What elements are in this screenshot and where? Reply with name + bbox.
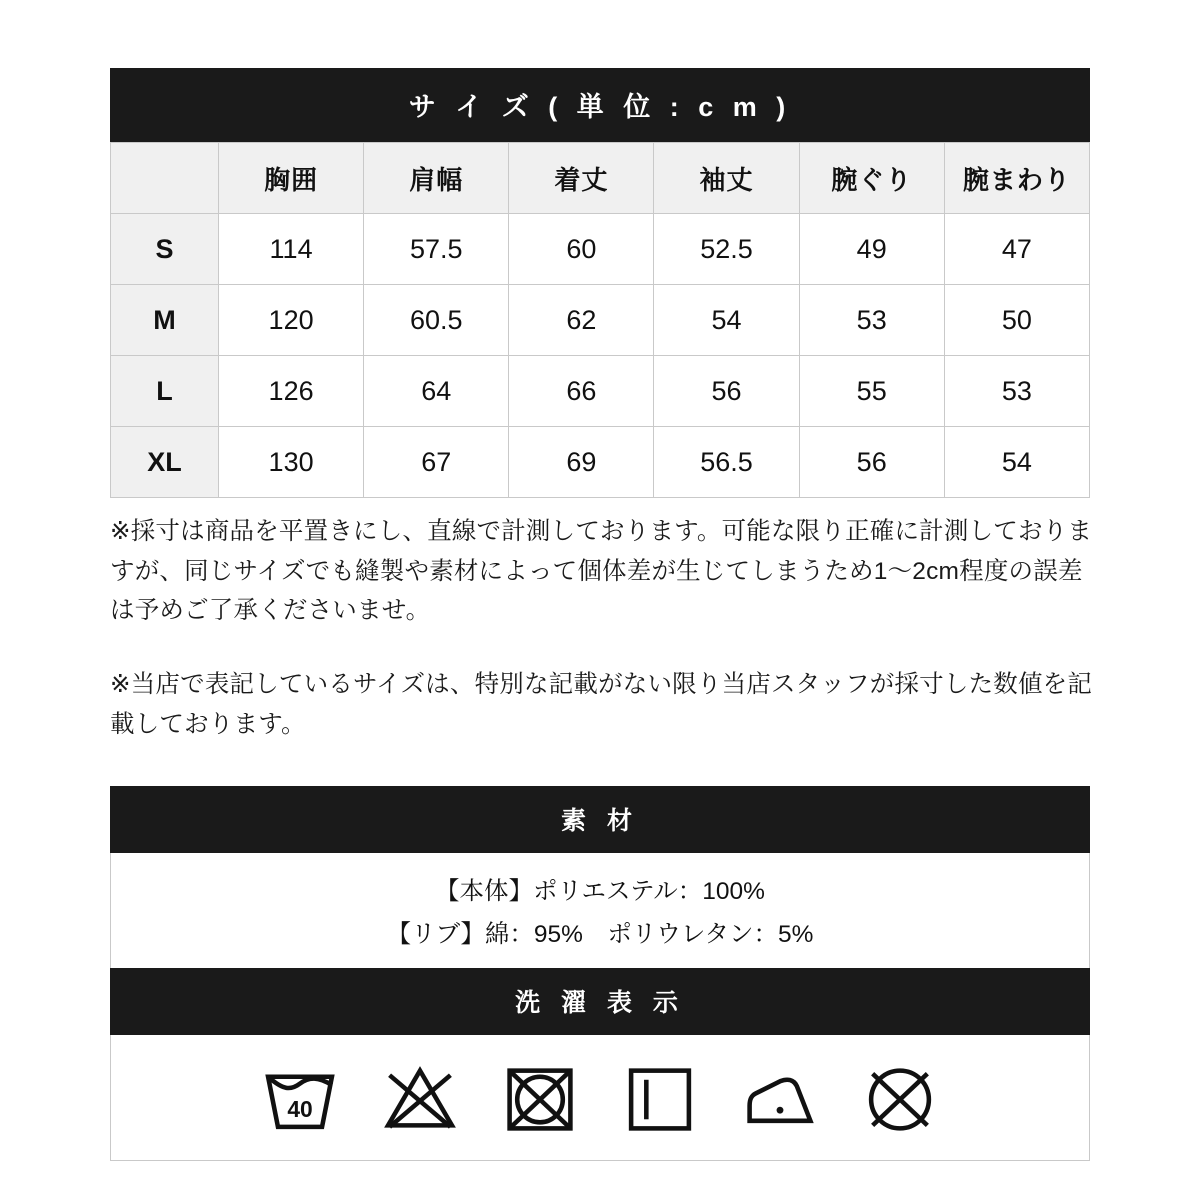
- column-header-length: 着丈: [509, 143, 654, 214]
- size-table-head: [111, 143, 1090, 214]
- drip-dry-in-shade-icon: [622, 1060, 698, 1136]
- measurement-notes: [110, 512, 1095, 744]
- washing-section-title: 洗 濯 表 示: [110, 968, 1090, 1035]
- size-table: [110, 142, 1090, 498]
- no-dry-clean-icon: [862, 1060, 938, 1136]
- material-section-title: 素 材: [110, 786, 1090, 853]
- size-table-body: [111, 214, 1090, 498]
- column-header-sleeve: 袖丈: [654, 143, 799, 214]
- cell-arm-circumference: 54: [944, 427, 1089, 498]
- row-header-size: XL: [111, 427, 219, 498]
- table-header-row: [111, 143, 1090, 214]
- column-header-blank: [111, 143, 219, 214]
- row-header-size: M: [111, 285, 219, 356]
- cell-bust: 114: [219, 214, 364, 285]
- cell-sleeve: 54: [654, 285, 799, 356]
- column-header-shoulder: 肩幅: [364, 143, 509, 214]
- cell-length: 62: [509, 285, 654, 356]
- cell-bust: 120: [219, 285, 364, 356]
- cell-arm-circumference: 53: [944, 356, 1089, 427]
- cell-length: 60: [509, 214, 654, 285]
- cell-shoulder: 64: [364, 356, 509, 427]
- cell-length: 69: [509, 427, 654, 498]
- cell-sleeve: 52.5: [654, 214, 799, 285]
- material-line-body: 【本体】ポリエステル：100%: [435, 878, 765, 905]
- row-header-size: S: [111, 214, 219, 285]
- washing-icons-row: [110, 1035, 1090, 1161]
- column-header-armhole: 腕ぐり: [799, 143, 944, 214]
- table-row: [111, 285, 1090, 356]
- material-body: [110, 853, 1090, 980]
- cell-shoulder: 60.5: [364, 285, 509, 356]
- cell-armhole: 53: [799, 285, 944, 356]
- cell-length: 66: [509, 356, 654, 427]
- cell-arm-circumference: 47: [944, 214, 1089, 285]
- cell-sleeve: 56: [654, 356, 799, 427]
- no-tumble-dry-icon: [502, 1060, 578, 1136]
- no-bleach-icon: [382, 1060, 458, 1136]
- cell-bust: 130: [219, 427, 364, 498]
- cell-armhole: 49: [799, 214, 944, 285]
- size-section: [110, 68, 1090, 498]
- iron-low-icon: [742, 1060, 818, 1136]
- wash-temperature-label: 40: [287, 1095, 313, 1122]
- table-row: [111, 427, 1090, 498]
- row-header-size: L: [111, 356, 219, 427]
- cell-armhole: 55: [799, 356, 944, 427]
- cell-armhole: 56: [799, 427, 944, 498]
- material-section: [110, 786, 1090, 980]
- wash-40-icon: [262, 1060, 338, 1136]
- cell-bust: 126: [219, 356, 364, 427]
- cell-arm-circumference: 50: [944, 285, 1089, 356]
- column-header-bust: 胸囲: [219, 143, 364, 214]
- column-header-arm-circumference: 腕まわり: [944, 143, 1089, 214]
- material-line-rib: 【リブ】綿：95% ポリウレタン：5%: [386, 920, 814, 948]
- size-section-title: サ イ ズ ( 単 位 : c m ): [110, 68, 1090, 142]
- table-row: [111, 214, 1090, 285]
- cell-shoulder: 67: [364, 427, 509, 498]
- note-staff-measurement: ※当店で表記しているサイズは、特別な記載がない限り当店スタッフが採寸した数値を記載しております。: [110, 671, 1093, 738]
- washing-section: [110, 968, 1090, 1161]
- note-measurement-method: ※採寸は商品を平置きにし、直線で計測しております。可能な限り正確に計測しておりますが、同じサイズでも縫製や素材によって個体差が生じてしまうため1〜2cm程度の誤差は予めご了承くださいませ。: [110, 518, 1093, 625]
- cell-sleeve: 56.5: [654, 427, 799, 498]
- table-row: [111, 356, 1090, 427]
- cell-shoulder: 57.5: [364, 214, 509, 285]
